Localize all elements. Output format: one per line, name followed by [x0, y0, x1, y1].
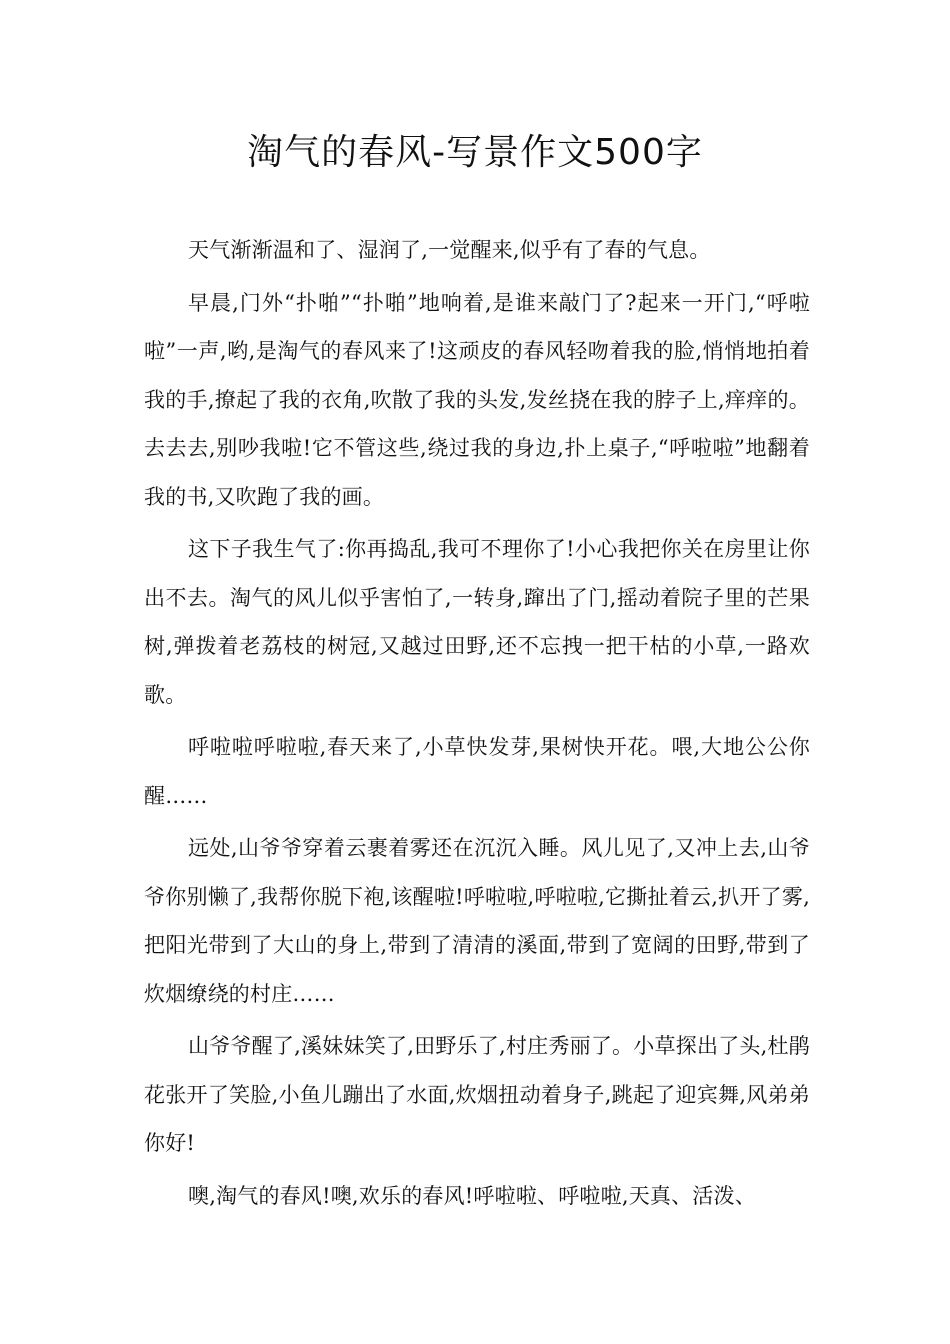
paragraph-3: 这下子我生气了:你再捣乱,我可不理你了!小心我把你关在房里让你出不去。淘气的风儿似乎害怕了,一转身,蹿出了门,摇动着院子里的芒果树,弹拨着老荔枝的树冠,又越过田野,还不忘拽一把干枯的小草,一路欢歌。: [144, 537, 810, 707]
paragraph-6: 山爷爷醒了,溪妹妹笑了,田野乐了,村庄秀丽了。小草探出了头,杜鹃花张开了笑脸,小鱼儿蹦出了水面,炊烟扭动着身子,跳起了迎宾舞,风弟弟你好!: [144, 1034, 810, 1155]
document-title: 淘气的春风-写景作文500字: [247, 132, 703, 173]
paragraph-5: 远处,山爷爷穿着云裹着雾还在沉沉入睡。风儿见了,又冲上去,山爷爷你别懒了,我帮你脱下袍,该醒啦!呼啦啦,呼啦啦,它撕扯着云,扒开了雾,把阳光带到了大山的身上,带到了清清的溪面,带到了宽阔的田野,带到了炊烟缭绕的村庄……: [144, 836, 810, 1006]
paragraph-7: 噢,淘气的春风!噢,欢乐的春风!呼啦啦、呼啦啦,天真、活泼、: [188, 1183, 756, 1208]
paragraph-1: 天气渐渐温和了、湿润了,一觉醒来,似乎有了春的气息。: [188, 238, 711, 262]
document-body: [144, 226, 810, 1224]
paragraph-2: 早晨,门外“扑啪”“扑啪”地响着,是谁来敲门了?起来一开门,“呼啦啦”一声,哟,是淘气的春风来了!这顽皮的春风轻吻着我的脸,悄悄地拍着我的手,撩起了我的衣角,吹散了我的头发,发丝挠在我的脖子上,痒痒的。去去去,别吵我啦!它不管这些,绕过我的身边,扑上桌子,“呼啦啦”地翻着我的书,又吹跑了我的画。: [144, 290, 810, 509]
paragraph-4: 呼啦啦呼啦啦,春天来了,小草快发芽,果树快开花。喂,大地公公你醒……: [144, 735, 810, 808]
